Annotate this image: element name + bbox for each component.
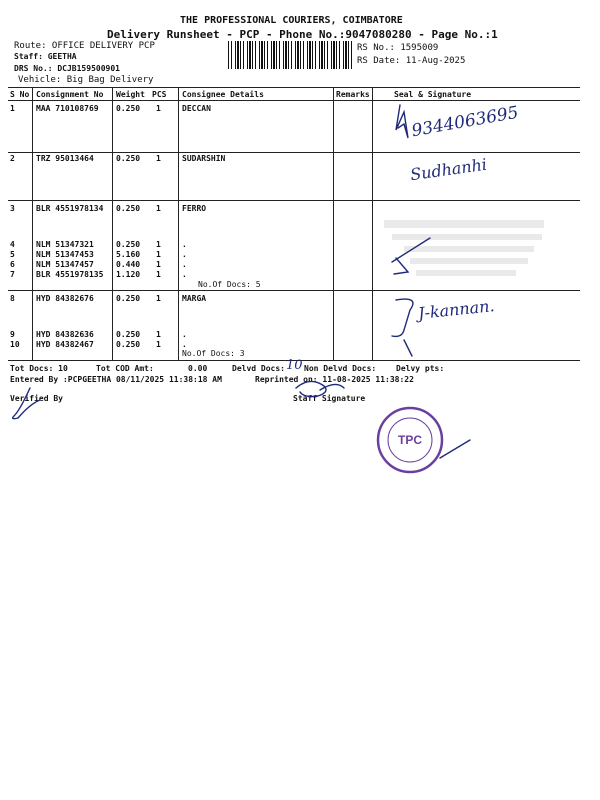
row-consignee: . [182,240,187,249]
row-pcs: 1 [156,204,161,213]
col-weight: Weight [116,90,145,99]
row-consignment: HYD 84382676 [36,294,94,303]
handwritten-signature-row8: J-kannan. [417,296,496,323]
rs-date: RS Date: 11-Aug-2025 [357,56,466,66]
staff-signature-label: Staff Signature [293,394,366,403]
row-sno: 2 [10,154,15,163]
group-doc-count: No.Of Docs: 3 [182,349,245,358]
delivered-docs-label: Delvd Docs: [232,364,285,373]
row-consignment: BLR 4551978135 [36,270,104,279]
row-consignment: NLM 51347457 [36,260,94,269]
staff-signature-scribble [296,381,344,396]
row-consignment: BLR 4551978134 [36,204,104,213]
total-cod-label: Tot COD Amt: [96,364,154,373]
reprinted-on: Reprinted on: 11-08-2025 11:38:22 [255,375,414,384]
row-consignment: HYD 84382467 [36,340,94,349]
row-consignee: . [182,270,187,279]
row-weight: 0.250 [116,154,141,163]
drs-number: DRS No.: DCJB159500901 [14,64,120,73]
col-seal-signature: Seal & Signature [394,90,472,99]
row-consignee: DECCAN [182,104,211,113]
delivery-points-label: Delvy pts: [396,364,445,373]
row-weight: 1.120 [116,270,141,279]
page-title: Delivery Runsheet - PCP - Phone No.:9047080280 - Page No.:1 [107,28,498,41]
row-pcs: 1 [156,340,161,349]
signature-scribble-row1 [396,105,408,138]
row-sno: 6 [10,260,15,269]
row-weight: 0.440 [116,260,141,269]
row-sno: 4 [10,240,15,249]
delivered-docs-handwritten: 10 [286,358,303,373]
row-weight: 0.250 [116,340,141,349]
row-pcs: 1 [156,104,161,113]
col-remarks: Remarks [336,90,370,99]
entered-by: Entered By :PCPGEETHA 08/11/2025 11:38:18 AM [10,375,222,384]
row-consignment: MAA 710108769 [36,104,99,113]
handwritten-signature-row2: Sudhanhi [409,154,489,185]
rs-number: RS No.: 1595009 [357,43,439,53]
row-consignee: . [182,340,187,349]
row-consignment: TRZ 95013464 [36,154,94,163]
verified-signature [13,388,40,419]
non-delivered-docs-label: Non Delvd Docs: [304,364,377,373]
col-consignment: Consignment No [36,90,104,99]
row-sno: 1 [10,104,15,113]
row-sno: 3 [10,204,15,213]
row-consignee: FERRO [182,204,207,213]
verified-by-label: Verified By [10,394,63,403]
signature-scribble-row3 [392,238,430,274]
row-sno: 8 [10,294,15,303]
row-sno: 10 [10,340,20,349]
row-consignee: . [182,330,187,339]
row-pcs: 1 [156,154,161,163]
row-sno: 7 [10,270,15,279]
group-doc-count: No.Of Docs: 5 [198,280,261,289]
total-docs: Tot Docs: 10 [10,364,68,373]
row-pcs: 1 [156,270,161,279]
col-pcs: PCS [152,90,167,99]
row-pcs: 1 [156,260,161,269]
round-stamp [378,408,442,472]
row-weight: 0.250 [116,104,141,113]
row-pcs: 1 [156,330,161,339]
row-consignment: NLM 51347453 [36,250,94,259]
row-consignee: . [182,260,187,269]
row-weight: 0.250 [116,294,141,303]
company-name: THE PROFESSIONAL COURIERS, COIMBATORE [180,15,403,26]
total-cod-value: 0.00 [188,364,208,373]
vehicle-label: Vehicle: Big Bag Delivery [18,75,154,85]
route-label: Route: OFFICE DELIVERY PCP [14,41,155,51]
row-pcs: 1 [156,294,161,303]
row-consignment: HYD 84382636 [36,330,94,339]
row-sno: 5 [10,250,15,259]
row-weight: 5.160 [116,250,141,259]
row-weight: 0.250 [116,330,141,339]
stamp-text: TPC [398,433,422,447]
col-consignee: Consignee Details [182,90,264,99]
col-sno: S No [10,90,30,99]
row-consignee: . [182,250,187,259]
stamp-tail-stroke [440,440,470,458]
row-pcs: 1 [156,250,161,259]
row-consignee: MARGA [182,294,207,303]
row-weight: 0.250 [116,240,141,249]
row-pcs: 1 [156,240,161,249]
row-consignment: NLM 51347321 [36,240,94,249]
faded-stamp [384,220,544,276]
row-sno: 9 [10,330,15,339]
handwritten-phone: 9344063695 [410,102,521,142]
signature-scribble-row8 [392,299,413,356]
staff-label: Staff: GEETHA [14,52,77,61]
row-consignee: SUDARSHIN [182,154,226,163]
row-weight: 0.250 [116,204,141,213]
